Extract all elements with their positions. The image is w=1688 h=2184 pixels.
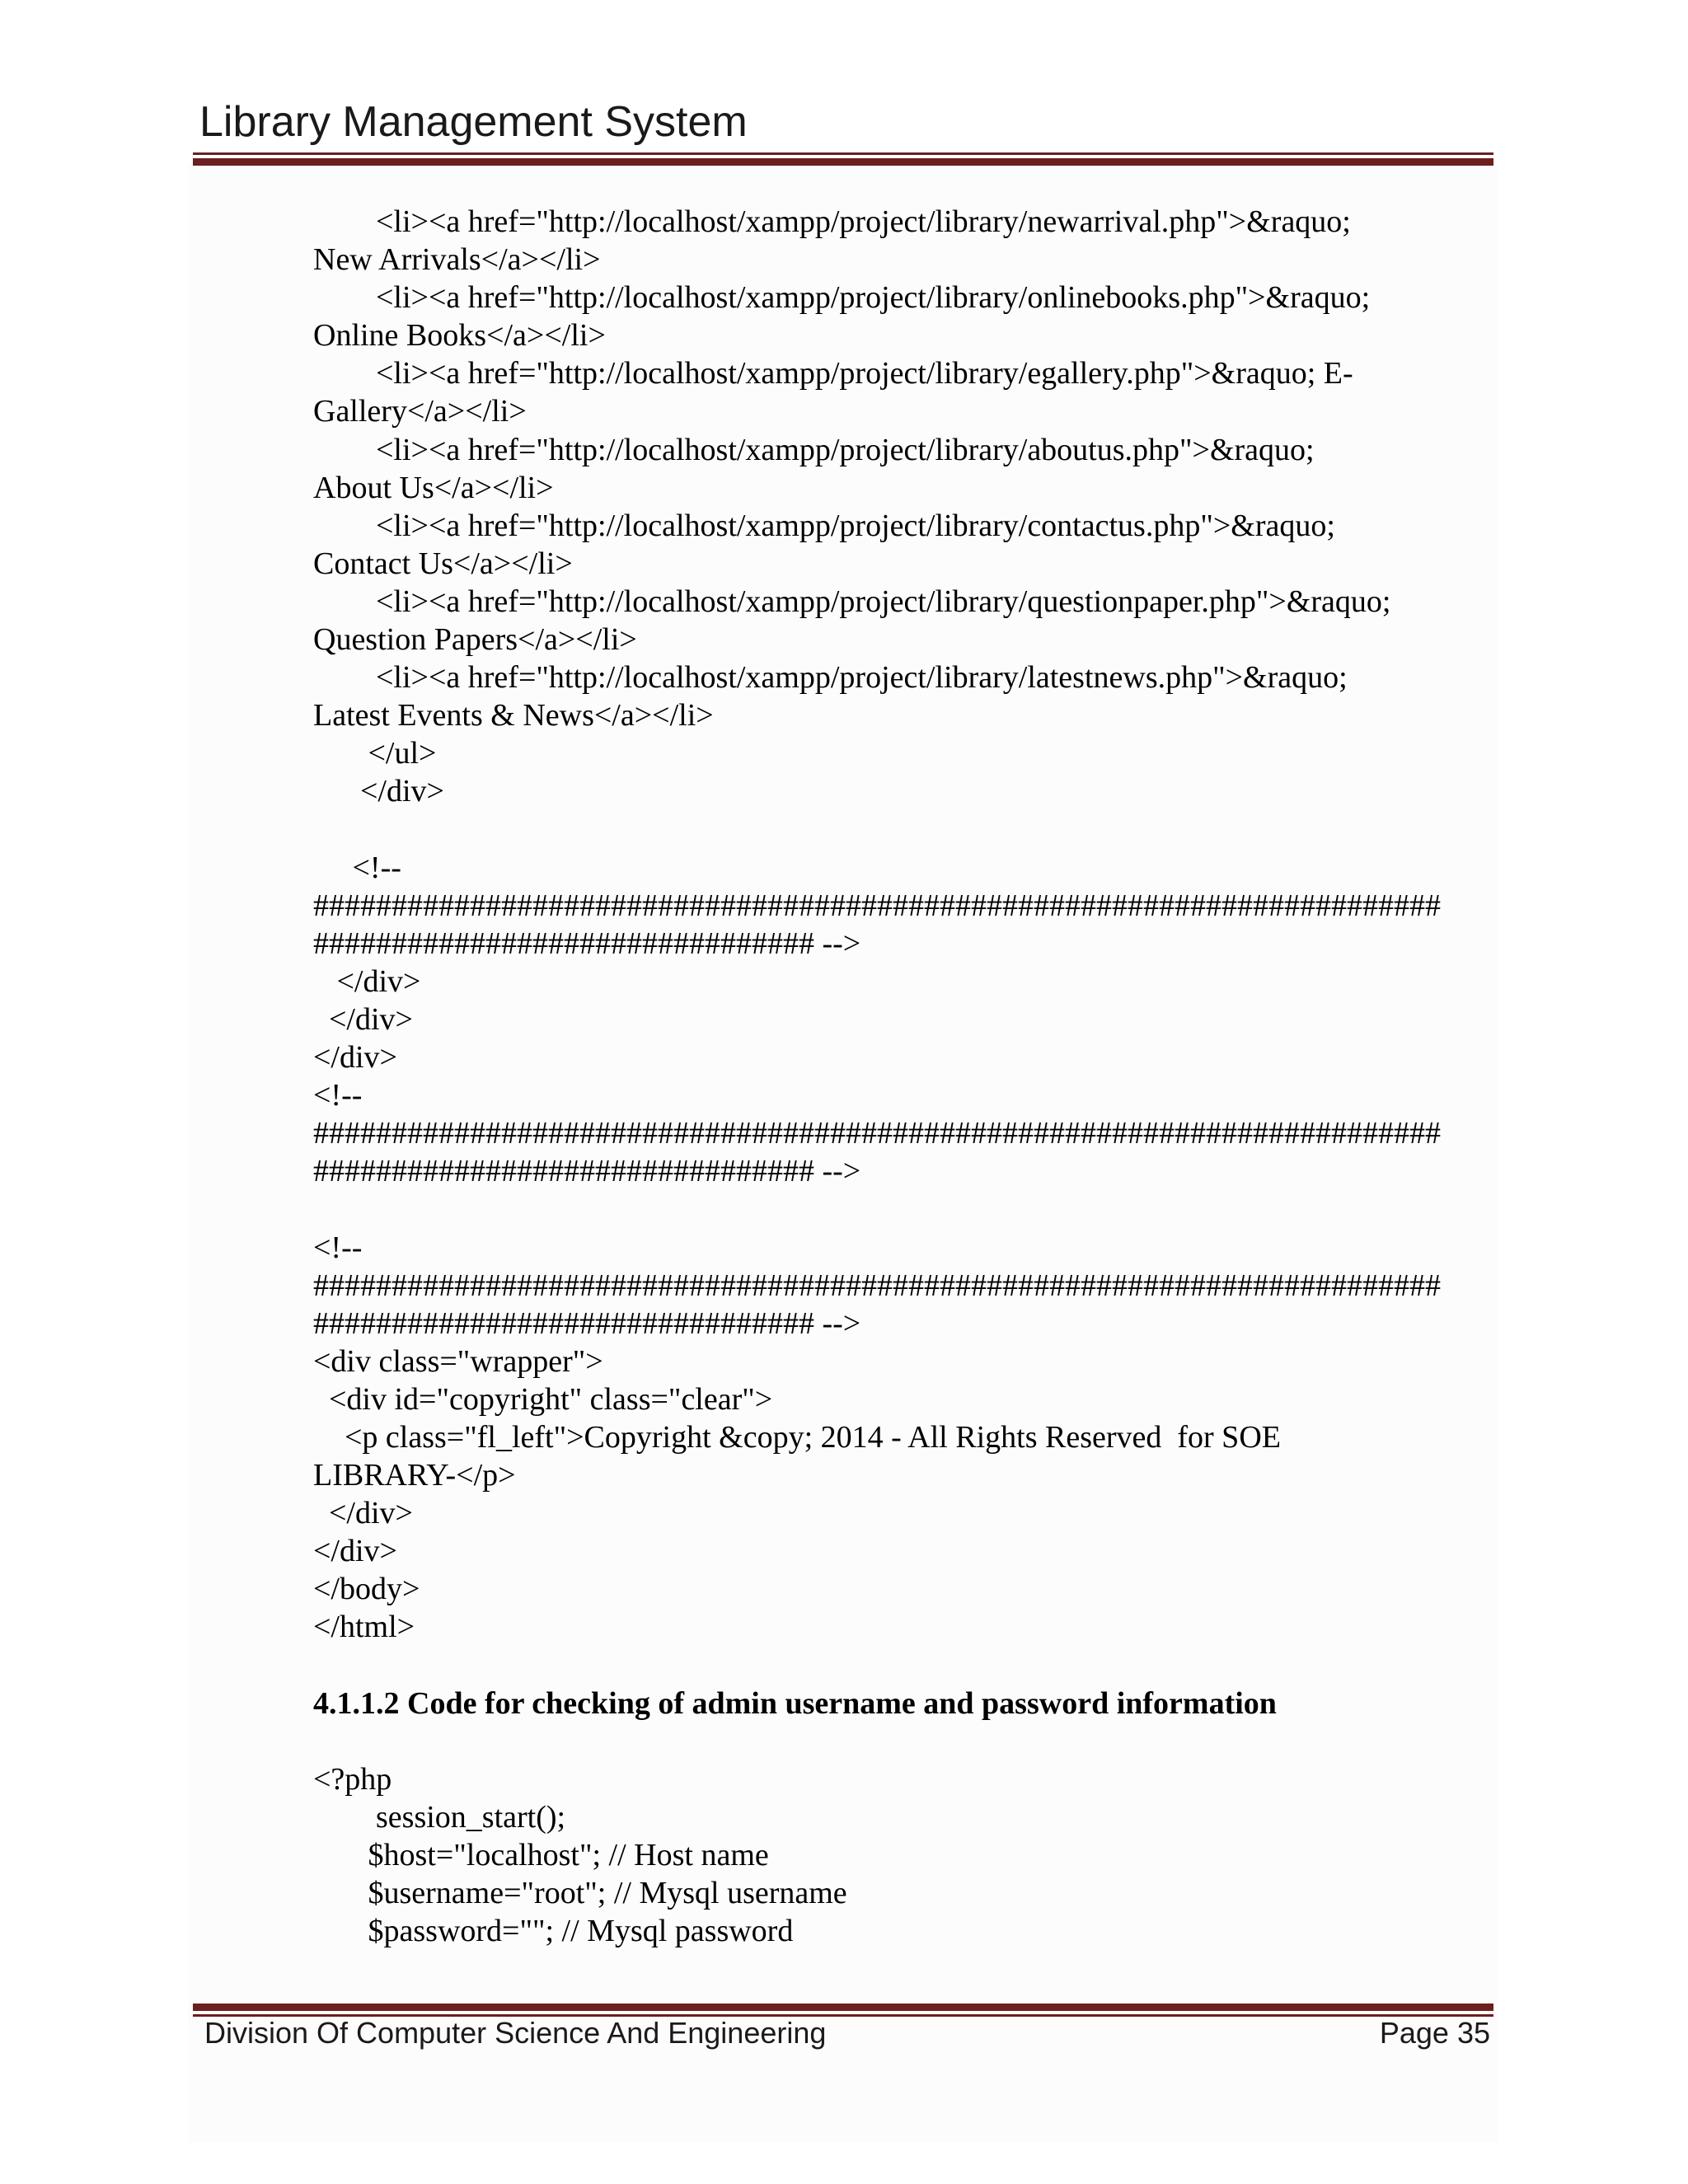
section-heading: 4.1.1.2 Code for checking of admin username and password information	[313, 1685, 1277, 1721]
code-line: <?php	[313, 1761, 392, 1797]
code-line: <li><a href="http://localhost/xampp/project/library/questionpaper.php">&raquo;	[313, 583, 1391, 619]
code-line: </html>	[313, 1610, 415, 1645]
code-line: ########################################################################	[313, 1116, 1441, 1151]
code-line: <li><a href="http://localhost/xampp/project/library/onlinebooks.php">&raquo;	[313, 280, 1371, 316]
code-line: <!--	[313, 1078, 363, 1113]
code-line: <li><a href="http://localhost/xampp/project/library/latestnews.php">&raquo;	[313, 660, 1348, 696]
code-line: <!--	[313, 1230, 363, 1265]
code-line: LIBRARY-</p>	[313, 1458, 516, 1493]
footer-page-number: Page 35	[1379, 2016, 1490, 2050]
code-line: <li><a href="http://localhost/xampp/project/library/aboutus.php">&raquo;	[313, 432, 1315, 467]
code-line: Online Books</a></li>	[313, 318, 606, 354]
code-line: </div>	[313, 1040, 397, 1076]
code-line: </body>	[313, 1572, 420, 1607]
code-listing-part-2	[313, 1760, 1492, 1950]
code-line: </ul>	[313, 736, 437, 771]
code-line: <li><a href="http://localhost/xampp/project/library/egallery.php">&raquo; E-	[313, 356, 1353, 391]
code-line: Question Papers</a></li>	[313, 622, 637, 658]
code-listing-part-1	[313, 203, 1492, 1647]
code-line	[313, 811, 1492, 849]
code-line: <li><a href="http://localhost/xampp/project/library/newarrival.php">&raquo;	[313, 204, 1351, 239]
code-line: Latest Events & News</a></li>	[313, 698, 714, 733]
code-line: </div>	[313, 1496, 413, 1531]
code-line: ################################ -->	[313, 1305, 861, 1341]
code-line: session_start();	[313, 1799, 566, 1835]
code-line: ################################ -->	[313, 1154, 861, 1189]
header-divider-thin	[193, 152, 1493, 155]
code-line: $password=""; // Mysql password	[313, 1914, 794, 1949]
footer-divider-thick	[193, 2004, 1493, 2011]
code-line: <div class="wrapper">	[313, 1343, 603, 1379]
code-line: <p class="fl_left">Copyright &copy; 2014 - All Rights Reserved for SOE	[313, 1420, 1281, 1455]
code-line: <li><a href="http://localhost/xampp/project/library/contactus.php">&raquo;	[313, 508, 1335, 543]
code-line: About Us</a></li>	[313, 470, 554, 505]
code-line: Gallery</a></li>	[313, 394, 527, 429]
code-line: <!--	[313, 850, 401, 885]
code-line: $host="localhost"; // Host name	[313, 1838, 769, 1873]
code-line: </div>	[313, 963, 421, 999]
code-line: Contact Us</a></li>	[313, 546, 573, 581]
code-line: ########################################################################	[313, 1268, 1441, 1303]
page-header-title: Library Management System	[199, 98, 748, 146]
code-line: ########################################################################	[313, 888, 1441, 923]
header-divider-thick	[193, 158, 1493, 166]
code-listing	[313, 203, 1492, 1950]
code-line: </div>	[313, 774, 444, 809]
code-line: $username="root"; // Mysql username	[313, 1876, 847, 1911]
spacer	[313, 1647, 1492, 1685]
code-line: ################################ -->	[313, 926, 861, 961]
code-line	[313, 1190, 1492, 1228]
code-line: </div>	[313, 1001, 413, 1037]
code-line: </div>	[313, 1534, 397, 1569]
code-line: New Arrivals</a></li>	[313, 242, 601, 278]
code-line: <div id="copyright" class="clear">	[313, 1381, 773, 1417]
footer-department: Division Of Computer Science And Engineering	[204, 2016, 827, 2050]
